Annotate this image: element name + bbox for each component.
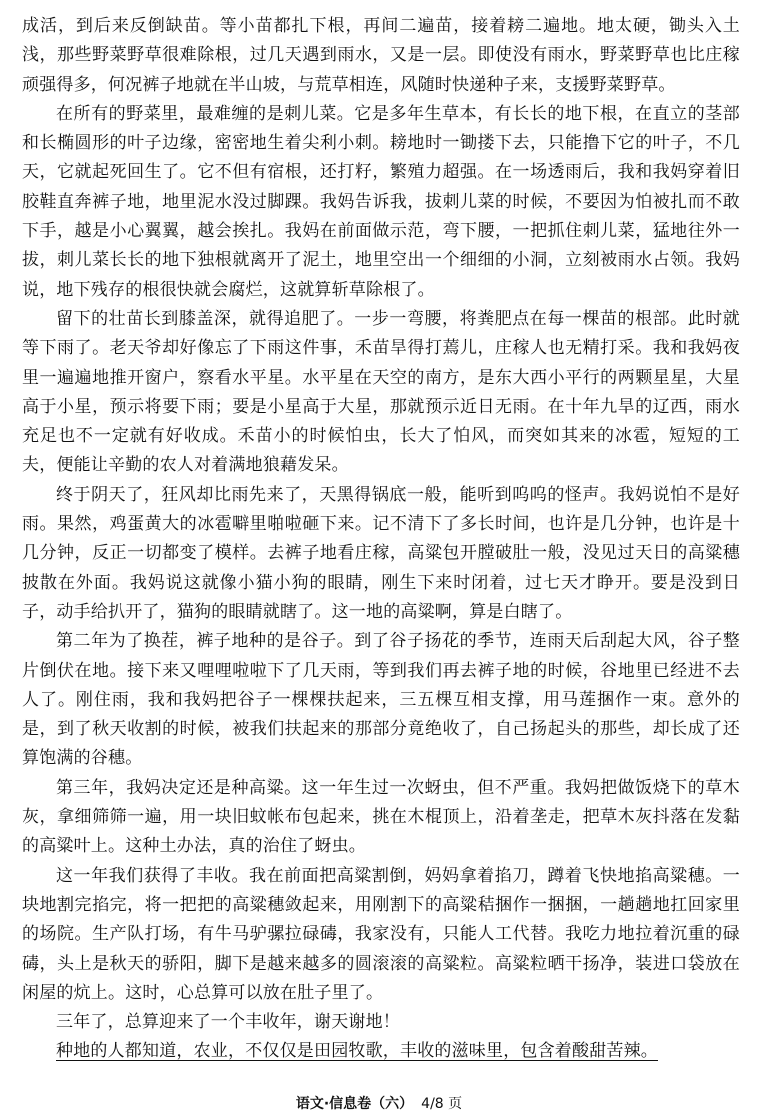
footer-title: 语文·信息卷（六） xyxy=(295,1096,414,1112)
paragraph-6: 第三年，我妈决定还是种高粱。这一年生过一次蚜虫，但不严重。我妈把做饭烧下的草木灰，拿细筛筛一遍，用一块旧蚊帐布包起来，挑在木棍顶上，沿着垄走，把草木灰抖落在发黏的高粱叶上。这种土办法，真的治住了蚜虫。 xyxy=(22,777,740,857)
paragraph-1: 成活，到后来反倒缺苗。等小苗都扎下根，再间二遍苗，接着耪二遍地。地太硬，锄头入土浅，那些野菜野草很难除根，过几天遇到雨水，又是一层。即使没有雨水，野菜野草也比庄稼顽强得多，何况裤子地就在半山坡，与荒草相连，风随时快递种子来，支援野菜野草。 xyxy=(22,16,740,95)
paragraph-8: 三年了，总算迎来了一个丰收年，谢天谢地！ xyxy=(56,1012,400,1033)
footer-page-number: 4/8 页 xyxy=(421,1096,463,1112)
underlined-sentence: 种地的人都知道，农业，不仅仅是田园牧歌，丰收的滋味里，包含着酸甜苦辣。 xyxy=(56,1041,658,1062)
paragraph-3: 留下的壮苗长到膝盖深，就得追肥了。一步一弯腰，将粪肥点在每一棵苗的根部。此时就等下雨了。老天爷却好像忘了下雨这件事，禾苗旱得打蔫儿，庄稼人也无精打采。我和我妈夜里一遍遍地推开窗户，察看水平星。水平星在天空的南方，是东大西小平行的两颗星星，大星高于小星，预示将要下雨；要是小星高于大星，那就预示近日无雨。在十年九旱的辽西，雨水充足也不一定就有好收成。禾苗小的时候怕虫，长大了怕风，而突如其来的冰雹，短短的工夫，便能让辛勤的农人对着满地狼藉发呆。 xyxy=(22,308,740,476)
paragraph-5: 第二年为了换茬，裤子地种的是谷子。到了谷子扬花的季节，连雨天后刮起大风，谷子整片倒伏在地。接下来又哩哩啦啦下了几天雨，等到我们再去裤子地的时候，谷地里已经进不去人了。刚住雨，我和我妈把谷子一棵棵扶起来，三五棵互相支撑，用马莲捆作一束。意外的是，到了秋天收割的时候，被我们扶起来的那部分竟绝收了，自己扬起头的那些，却长成了还算饱满的谷穗。 xyxy=(22,631,740,769)
paragraph-4: 终于阴天了，狂风却比雨先来了，天黑得锅底一般，能听到呜呜的怪声。我妈说怕不是好雨。果然，鸡蛋黄大的冰雹噼里啪啦砸下来。记不清下了多长时间，也许是几分钟，也许是十几分钟，反正一切都变了模样。去裤子地看庄稼，高粱包开膛破肚一般，没见过天日的高粱穗披散在外面。我妈说这就像小猫小狗的眼睛，刚生下来时闭着，过七天才睁开。要是没到日子，动手给扒开了，猫狗的眼睛就瞎了。这一地的高粱啊，算是白瞎了。 xyxy=(22,484,740,622)
paragraph-2: 在所有的野菜里，最难缠的是刺儿菜。它是多年生草本，有长长的地下根，在直立的茎部和长椭圆形的叶子边缘，密密地生着尖利小刺。耪地时一锄搂下去，只能撸下它的叶子，不几天，它就起死回生了。它不但有宿根，还打籽，繁殖力超强。在一场透雨后，我和我妈穿着旧胶鞋直奔裤子地，地里泥水没过脚踝。我妈告诉我，拔刺儿菜的时候，不要因为怕被扎而不敢下手，越是小心翼翼，越会挨扎。我妈在前面做示范，弯下腰，一把抓住刺儿菜，猛地往外一拔，刺儿菜长长的地下独根就离开了泥土，地里空出一个细细的小洞，立刻被雨水占领。我妈说，地下残存的根很快就会腐烂，这就算斩草除根了。 xyxy=(22,103,740,300)
paragraph-9-underlined xyxy=(22,1037,740,1066)
paragraph-7: 这一年我们获得了丰收。我在前面把高粱割倒，妈妈拿着掐刀，蹲着飞快地掐高粱穗。一块地割完掐完，将一把把的高粱穗敛起来，用刚割下的高粱秸捆作一捆捆，一趟趟地扛回家里的场院。生产队打场，有牛马驴骡拉碌碡，我家没有，只能人工代替。我吃力地拉着沉重的碌碡，头上是秋天的骄阳，脚下是越来越多的圆滚滚的高粱粒。高粱粒晒干扬净，装进口袋放在闲屋的炕上。这时，心总算可以放在肚子里了。 xyxy=(22,865,740,1003)
page-footer xyxy=(0,1093,758,1113)
